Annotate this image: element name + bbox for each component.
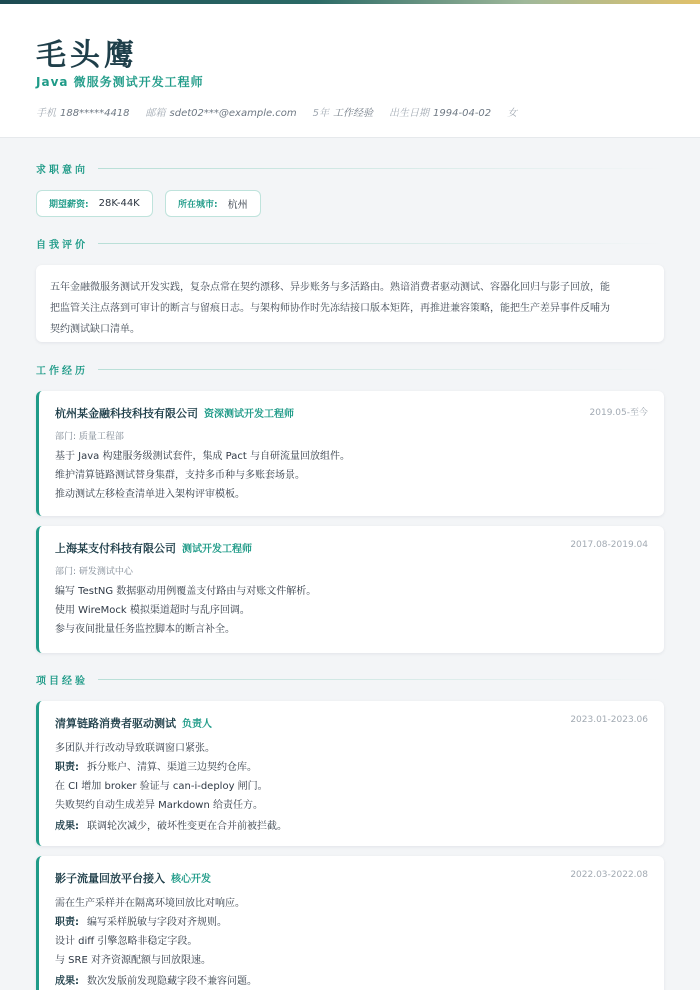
phone-field: 手机 188*****4418 [36,108,130,119]
work-line: 编写 TestNG 数据驱动用例覆盖支付路由与对账文件解析。 [55,586,317,597]
project-role: 核心开发 [171,874,211,885]
project-duty-line: 在 CI 增加 broker 验证与 can-i-deploy 闸门。 [55,781,268,792]
summary-line: 把监管关注点落到可审计的断言与留痕日志。与架构师协作时先冻结接口版本矩阵，再推进兼容策略，能把生产差异事件反哺为 [50,303,610,314]
project-result: 成果: 数次发版前发现隐藏字段不兼容问题。 [55,976,257,987]
project-date: 2022.03-2022.08 [570,870,648,880]
work-card [36,391,664,516]
summary-card [36,265,664,342]
work-date: 2019.05-至今 [589,408,648,418]
project-date: 2023.01-2023.06 [570,715,648,725]
work-line: 使用 WireMock 模拟渠道超时与乱序回调。 [55,605,250,616]
project-background: 多团队并行改动导致联调窗口紧张。 [55,743,215,754]
work-line: 基于 Java 构建服务级测试套件，集成 Pact 与自研流量回放组件。 [55,451,350,462]
project-card [36,701,664,846]
work-role: 测试开发工程师 [182,544,252,555]
work-line: 维护清算链路测试替身集群，支持多币种与多账套场景。 [55,470,305,481]
project-result: 成果: 联调轮次减少，破坏性变更在合并前被拦截。 [55,821,287,832]
project-background: 需在生产采样并在隔离环境回放比对响应。 [55,898,245,909]
experience-field: 5年 工作经验 [312,108,374,119]
city-chip: 所在城市: 杭州 [165,190,261,217]
work-dept: 部门: 研发测试中心 [55,567,133,577]
birth-field: 出生日期 1994-04-02 [389,108,492,119]
project-duty-line: 职责: 编写采样脱敏与字段对齐规则。 [55,917,227,928]
project-role: 负责人 [182,719,212,730]
section-summary-heading: 自我评价 [36,236,664,250]
project-duty-line: 设计 diff 引擎忽略非稳定字段。 [55,936,198,947]
project-duty-line: 失败契约自动生成差异 Markdown 给责任方。 [55,800,263,811]
project-name: 影子流量回放平台接入 [55,872,165,885]
candidate-name: 毛头鹰 [36,38,138,73]
project-duty-line: 职责: 拆分账户、清算、渠道三边契约仓库。 [55,762,257,773]
section-projects-heading: 项目经验 [36,672,664,686]
contact-meta [36,104,521,119]
section-intent-heading: 求职意向 [36,161,664,175]
work-date: 2017.08-2019.04 [570,540,648,550]
section-work-heading: 工作经历 [36,362,664,376]
work-card [36,526,664,653]
project-name: 清算链路消费者驱动测试 [55,717,176,730]
company-name: 上海某支付科技有限公司 [55,542,176,555]
work-dept: 部门: 质量工程部 [55,432,124,442]
email-field[interactable]: 邮箱 sdet02***@example.com [145,108,297,119]
resume-header [0,4,700,138]
job-title: Java 微服务测试开发工程师 [36,75,204,89]
summary-line: 五年金融微服务测试开发实践，复杂点常在契约漂移、异步账务与多活路由。熟谙消费者驱动测试、容器化回归与影子回放，能 [50,282,610,293]
summary-line: 契约测试缺口清单。 [50,324,140,335]
gender-field: 女 [507,108,518,119]
project-card [36,856,664,990]
work-line: 参与夜间批量任务监控脚本的断言补全。 [55,624,235,635]
salary-chip: 期望薪资: 28K-44K [36,190,153,217]
project-duty-line: 与 SRE 对齐资源配额与回放限速。 [55,955,211,966]
company-name: 杭州某金融科技科技有限公司 [55,407,198,420]
work-role: 资深测试开发工程师 [204,409,294,420]
work-line: 推动测试左移检查清单进入架构评审模板。 [55,489,245,500]
